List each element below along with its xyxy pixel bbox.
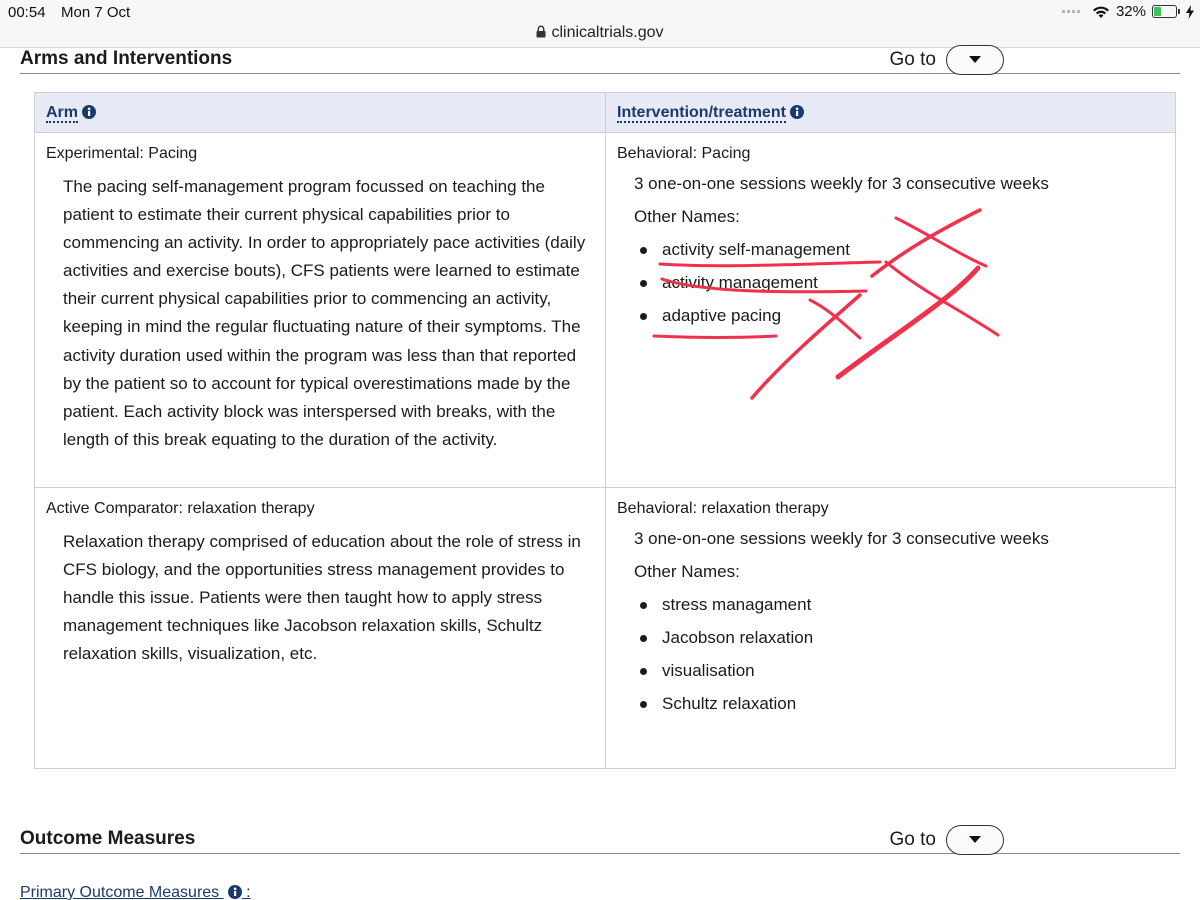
- other-name-text: visualisation: [662, 661, 755, 680]
- primary-outcome-label[interactable]: Primary Outcome Measures: [20, 884, 220, 900]
- info-icon[interactable]: [228, 885, 242, 899]
- arm-cell: [35, 488, 606, 769]
- list-item: [640, 239, 1164, 261]
- arm-title: Experimental: Pacing: [46, 145, 198, 162]
- goto-label: Go to: [889, 49, 936, 70]
- other-name-text: adaptive pacing: [662, 306, 782, 325]
- other-name-text: Schultz relaxation: [662, 694, 797, 713]
- list-item: [640, 272, 1164, 294]
- arms-table: [34, 92, 1176, 769]
- status-date: Mon 7 Oct: [61, 4, 131, 21]
- battery-icon: [1152, 5, 1180, 18]
- other-names-list: [640, 594, 1164, 715]
- arms-section-header: [20, 48, 1180, 74]
- intervention-schedule: 3 one-on-one sessions weekly for 3 consecutive weeks: [634, 529, 1049, 548]
- goto-label: Go to: [889, 829, 936, 850]
- other-names-list: [640, 239, 1164, 327]
- intervention-header-link[interactable]: Intervention/treatment: [617, 104, 786, 121]
- arm-description: Relaxation therapy comprised of education about the role of stress in CFS biology, and the opportunities stress management provides to handle this issue. Patients were then taught how to apply stress management techniques like Jacobson relaxation skills, Schultz relaxation skills, visualization, etc.: [63, 532, 581, 664]
- list-item: [640, 594, 1164, 616]
- arm-cell: [35, 133, 606, 488]
- arms-goto: [890, 45, 1004, 75]
- url-display[interactable]: [0, 24, 1200, 42]
- intervention-column-header: [606, 93, 1176, 133]
- other-name-text: Jacobson relaxation: [662, 628, 814, 647]
- primary-outcome-measures-link[interactable]: [20, 884, 251, 900]
- intervention-cell: [606, 133, 1176, 488]
- charging-bolt-icon: [1186, 5, 1194, 19]
- other-name-text: activity self-management: [662, 240, 851, 259]
- battery-percent: 32%: [1115, 3, 1146, 20]
- caret-down-icon: [969, 836, 981, 844]
- cellular-signal-icon: [1062, 10, 1080, 13]
- goto-dropdown-button[interactable]: [946, 825, 1004, 855]
- table-row: [35, 133, 1176, 488]
- address-bar[interactable]: [0, 24, 1200, 48]
- arms-section-title: Arms and Interventions: [20, 48, 233, 69]
- intervention-title: Behavioral: Pacing: [617, 145, 751, 162]
- other-names-label: Other Names:: [634, 562, 740, 581]
- battery-level: [1154, 7, 1161, 16]
- arm-header-link[interactable]: Arm: [46, 104, 79, 121]
- list-item: [640, 660, 1164, 682]
- lock-icon: [536, 25, 546, 38]
- info-icon[interactable]: [790, 105, 804, 119]
- status-time: 00:54: [8, 4, 46, 21]
- primary-outcome-colon: :: [246, 884, 251, 900]
- list-item: [640, 305, 1164, 327]
- other-name-text: activity management: [662, 273, 818, 292]
- url-text: clinicaltrials.gov: [551, 24, 664, 41]
- outcome-section-title: Outcome Measures: [20, 828, 196, 849]
- intervention-title: Behavioral: relaxation therapy: [617, 500, 829, 517]
- arm-column-header: [35, 93, 606, 133]
- list-item: [640, 627, 1164, 649]
- status-bar: [0, 0, 1200, 24]
- intervention-cell: [606, 488, 1176, 769]
- intervention-schedule: 3 one-on-one sessions weekly for 3 consecutive weeks: [634, 174, 1049, 193]
- caret-down-icon: [969, 56, 981, 64]
- table-row: [35, 488, 1176, 769]
- goto-dropdown-button[interactable]: [946, 45, 1004, 75]
- table-header-row: [35, 93, 1176, 133]
- list-item: [640, 693, 1164, 715]
- other-name-text: stress managament: [662, 595, 812, 614]
- arm-description: The pacing self-management program focussed on teaching the patient to estimate their current physical capabilities prior to commencing an activity. In order to appropriately pace activities (daily activities and exercise bouts), CFS patients were learned to estimate their current physical capabilities prior to commencing an activity, keeping in mind the regular fluctuating nature of their symptoms. The activity duration used within the program was less than that reported by the patient so to account for typical overestimations made by the patient. Each activity block was interspersed with breaks, with the length of this break equating to the duration of the activity.: [63, 177, 586, 449]
- arm-title: Active Comparator: relaxation therapy: [46, 500, 315, 517]
- outcome-section-header: [20, 828, 1180, 854]
- other-names-label: Other Names:: [634, 207, 740, 226]
- wifi-icon: [1092, 5, 1110, 19]
- outcome-goto: [890, 825, 1004, 855]
- status-right: [1062, 3, 1194, 20]
- info-icon[interactable]: [82, 105, 96, 119]
